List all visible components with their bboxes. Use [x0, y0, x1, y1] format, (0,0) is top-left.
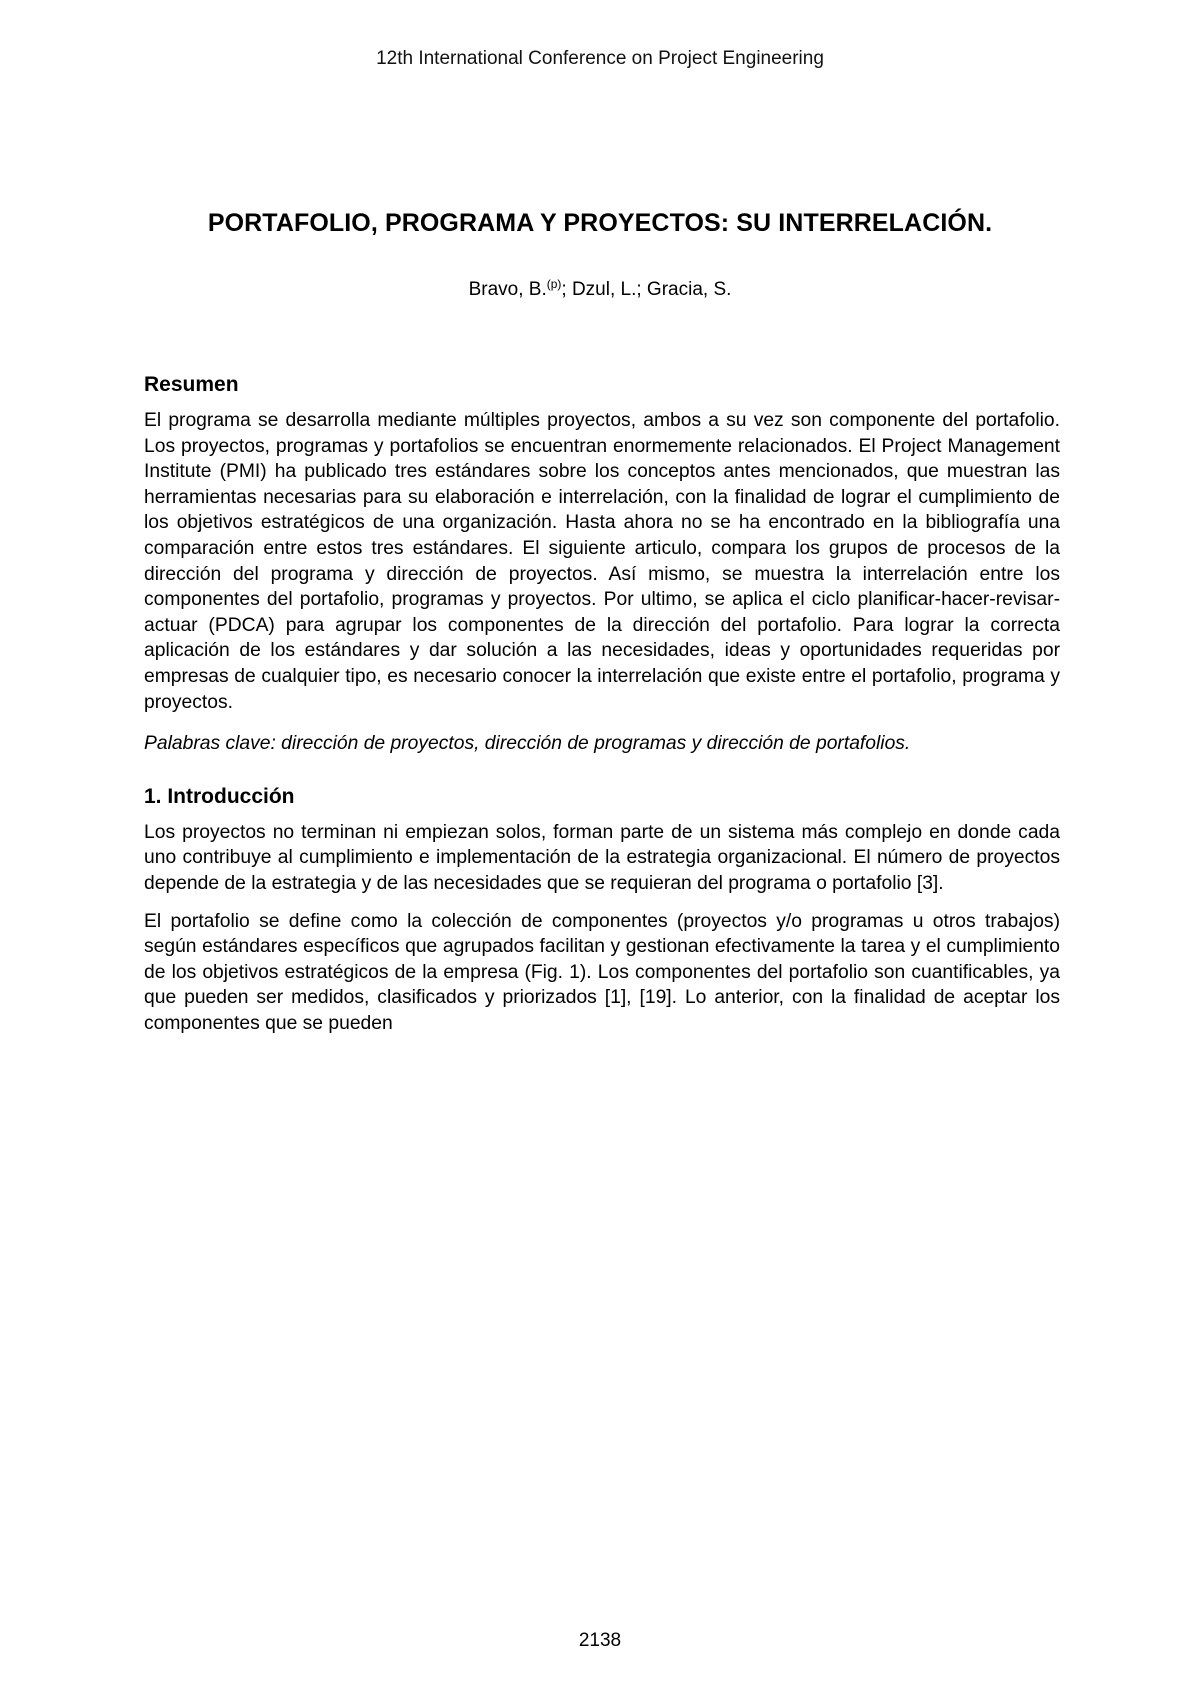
paper-title: PORTAFOLIO, PROGRAMA Y PROYECTOS: SU INTERRELACIÓN.: [207, 209, 993, 237]
page-number: 2138: [578, 1630, 622, 1651]
abstract-heading: Resumen: [144, 373, 239, 396]
introduction-paragraph: El portafolio se define como la colección de componentes (proyectos y/o programas u otros trabajos) según estándares específicos que agrupados facilitan y gestionan efectivamente la tarea y el cumplimiento de los objetivos estratégicos de la empresa (Fig. 1). Los componentes del portafolio son cuantificables, ya que pueden ser medidos, clasificados y priorizados [1], [19]. Lo anterior, con la finalidad de aceptar los componentes que se pueden: [144, 910, 1060, 1034]
abstract-paragraph: El programa se desarrolla mediante múltiples proyectos, ambos a su vez son componente del portafolio. Los proyectos, programas y portafolios se encuentran enormemente relacionados. El Project Management Institute (PMI) ha publicado tres estándares sobre los conceptos antes mencionados, que muestran las herramientas necesarias para su elaboración e interrelación, con la finalidad de lograr el cumplimiento de los objetivos estratégicos de una organización. Hasta ahora no se ha encontrado en la bibliografía una comparación entre estos tres estándares. El siguiente articulo, compara los grupos de procesos de la dirección del programa y dirección de proyectos. Así mismo, se muestra la interrelación entre los componentes del portafolio, programas y proyectos. Por ultimo, se aplica el ciclo planificar-hacer-revisar-actuar (PDCA) para agrupar los componentes de la dirección del portafolio. Para lograr la correcta aplicación de los estándares y dar solución a las necesidades, ideas y oportunidades requeridas por empresas de cualquier tipo, es necesario conocer la interrelación que existe entre el portafolio, programa y proyectos.: [144, 410, 1060, 713]
introduction-paragraph: Los proyectos no terminan ni empiezan solos, forman parte de un sistema más complejo en donde cada uno contribuye al cumplimiento e implementación de la estrategia organizacional. El número de proyectos depende de la estrategia y de las necesidades que se requieran del programa o portafolio [3].: [144, 821, 1060, 894]
author-list-rest: ; Dzul, L.; Gracia, S.: [561, 279, 732, 300]
author-list: [0, 278, 1200, 302]
running-header: 12th International Conference on Project Engineering: [376, 48, 824, 69]
main-content: [144, 372, 1060, 1036]
author-list-main: Bravo, B.: [468, 279, 547, 300]
introduction-heading: 1. Introducción: [144, 784, 295, 808]
keywords-line: Palabras clave: dirección de proyectos, dirección de programas y dirección de portafolios.: [144, 733, 911, 755]
presenting-author-marker: (p): [546, 277, 562, 291]
